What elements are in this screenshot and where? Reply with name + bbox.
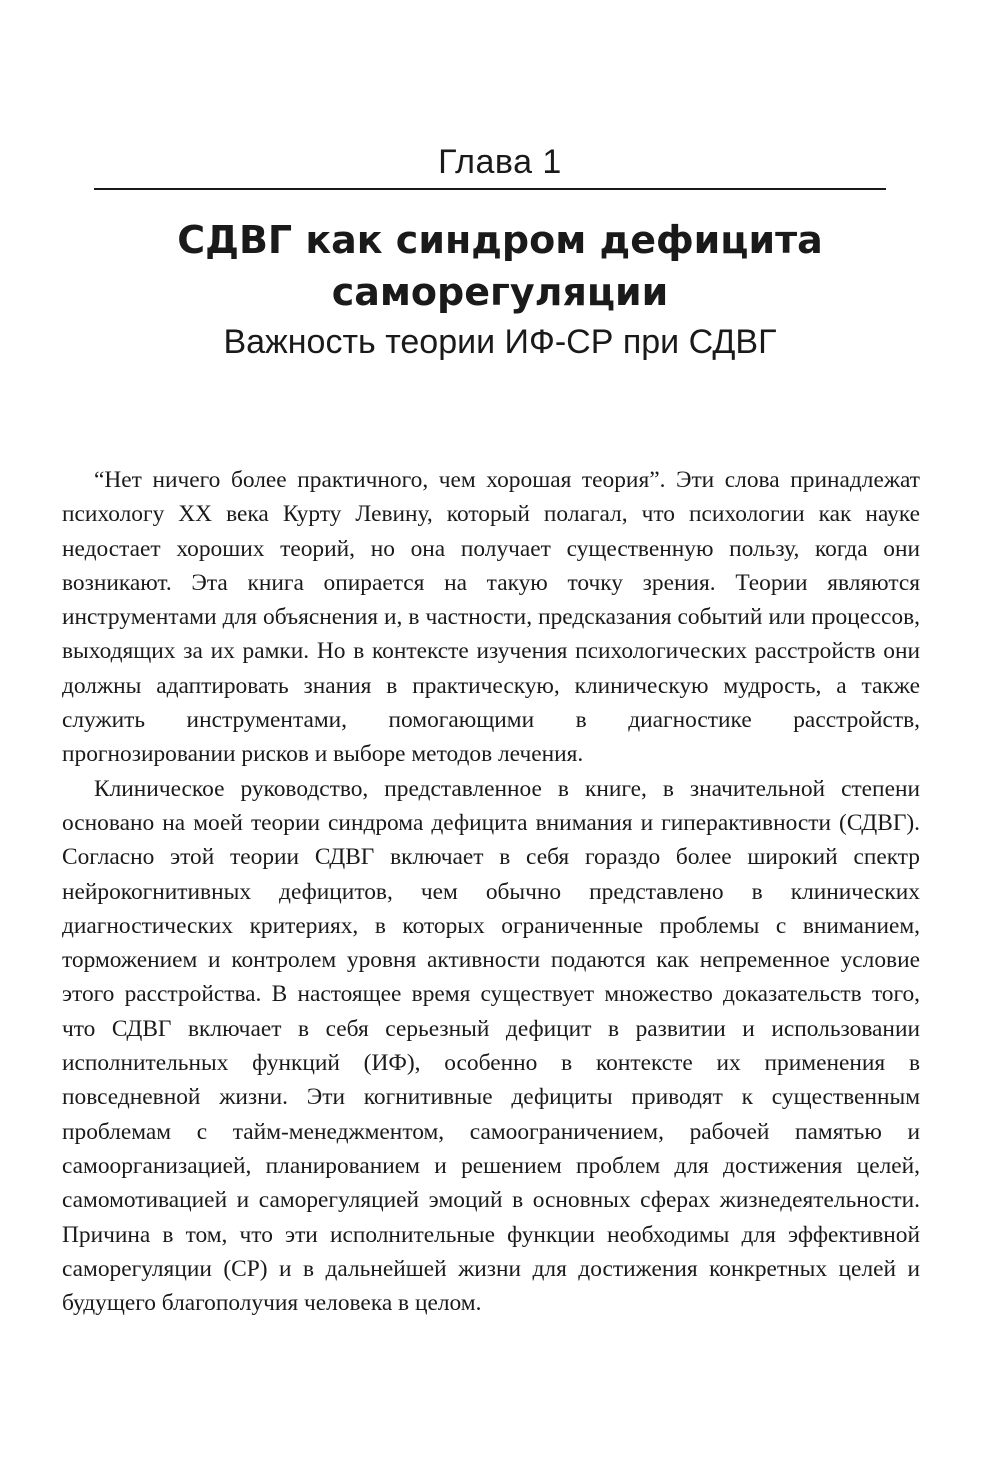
chapter-title (0, 214, 1000, 318)
body-text (62, 463, 920, 1320)
paragraph: “Нет ничего более практичного, чем хорошая теория”. Эти слова принадлежат психологу XX века Курту Левину, который полагал, что психологии как науке недостает хороших теорий, но она получает существенную пользу, когда они возникают. Эта книга опирается на такую точку зрения. Теории являются инструментами для объяснения и, в частности, предсказания событий или процессов, выходящих за их рамки. Но в контексте изучения психологических расстройств они должны адаптировать знания в практическую, клиническую мудрость, а также служить инструментами, помогающими в диагностике расстройств, прогнозировании рисков и выборе методов лечения. (62, 467, 920, 768)
chapter-label: Глава 1 (438, 143, 562, 181)
chapter-title-line: саморегуляции (331, 270, 669, 314)
chapter-subtitle: Важность теории ИФ-СР при СДВГ (223, 323, 777, 361)
paragraph: Клиническое руководство, представленное в книге, в значительной степени основано на моей теории синдрома дефицита внимания и гиперактивности (СДВГ). Согласно этой теории СДВГ включает в себя гораздо более широкий спектр нейрокогнитивных дефицитов, чем обычно представлено в клинических диагностических критериях, в которых ограниченные проблемы с вниманием, торможением и контролем уровня активности подаются как непременное условие этого расстройства. В настоящее время существует множество доказательств того, что СДВГ включает в себя серьезный дефицит в развитии и использовании исполнительных функций (ИФ), особенно в контексте их применения в повседневной жизни. Эти когнитивные дефициты приводят к существенным проблемам с тайм-менеджментом, самоограничением, рабочей памятью и самоорганизацией, планированием и решением проблем для достижения целей, самомотивацией и саморегуляцией эмоций в основных сферах жизнедеятельности. Причина в том, что эти исполнительные функции необходимы для эффективной саморегуляции (СР) и в дальнейшей жизни для достижения конкретных целей и будущего благополучия человека в целом. (62, 775, 920, 1317)
chapter-title-line: СДВГ как синдром дефицита (177, 218, 823, 262)
chapter-divider (94, 188, 886, 190)
